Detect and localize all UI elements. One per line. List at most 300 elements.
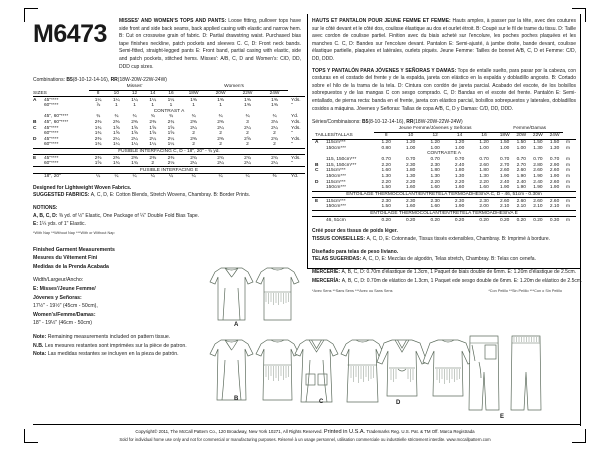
yardage-rows-imperial [33,97,305,180]
yardage-unit: m [566,162,570,168]
yardage-cell: 1.80 [454,168,465,174]
yardage-cell: 2.60 [500,198,510,204]
yardage-unit: m [566,168,570,174]
fgm-title-es: Medidas de la Prenda Acabada [33,263,109,270]
combinations-label: Combinations: [33,77,67,84]
footer-copyright-line [0,428,610,437]
notions-label-fr: MERCERIE: [312,269,342,276]
yardage-cell: 2⅜ [190,120,197,126]
yardage-row-label: 45", 60"**** [44,114,69,120]
yardage-unit: m [566,173,570,179]
yardage-cell: 2¾ [217,155,224,161]
yardage-cell: 1.90 [549,173,560,179]
view-label-c: C [319,399,324,405]
yardage-cell: 1 [151,103,155,109]
yardage-cell: 1¾ [94,125,102,131]
view-label-d: D [396,400,401,406]
yardage-cell: 1.30 [430,173,440,179]
yardage-cell: 3 [246,120,249,126]
fgm-misses-value: 17½" - 19½" (45cm - 50cm), [33,303,98,310]
yardage-unit: " [291,142,293,148]
yardage-cell: 2 [246,142,249,148]
notions-line1: ⅜ yd. of ½" Elastic, One Package of ¼" Double Fold Bias Tape. [58,212,200,219]
yardage-cell: 2⅜ [149,155,157,161]
yardage-cell: 2 [219,142,222,148]
description-english-title: MISSES' AND WOMEN'S TOPS AND PANTS: [119,18,227,24]
yardage-cell: 1⅝ [167,131,175,137]
yardage-cell: 2.30 [479,198,489,204]
size-col: 16 [472,132,497,139]
size-col: 14 [144,90,162,97]
yardage-row-label: 150cm*** [326,173,346,179]
description-french-title: HAUTS ET PANTALON POUR JEUNE FEMME ET FEMME: [312,18,451,24]
group-misses-label-metric: Jeune Femme/Jóvenes y Señoras [374,126,496,132]
yardage-unit: m [566,204,570,210]
footer-printed: Printed in U.S.A. [323,429,366,435]
combination-b5: B5 [66,77,73,84]
yardage-cell: 1.00 [479,145,489,151]
combinations-line-english [33,77,305,83]
right-margin-rule [580,14,581,426]
yardage-cell: 2 [151,161,155,167]
yardage-cell: 0.70 [454,156,465,162]
yardage-rows-metric [312,139,576,223]
yardage-cell: 1.90 [454,204,465,210]
yardage-cell: ¾ [218,114,223,120]
size-col: 8 [89,90,107,97]
footer-copyright: Copyright© 2011, The McCall Pattern Co., 120 Broadway, New York 10271, All Rights Reserved. [135,429,324,434]
view-label-e: E [500,414,505,420]
yardage-cell: 2⅜ [112,120,120,126]
yardage-cell: 2.20 [430,179,440,185]
yardage-cell: 2 [192,142,195,148]
yardage-cell: 1⅜ [271,97,278,103]
yardage-cell: ¾ [114,114,119,120]
yardage-unit: Yd. [291,174,299,180]
yardage-row-label: 150cm*** [326,145,346,151]
description-spanish [312,68,576,114]
yardage-cell: 2.10 [516,204,526,210]
size-col: 18W [180,90,207,97]
yardage-cell: 2.90 [549,162,560,168]
notions-body-fr: A, B, C, D: 0.70m d'élastique de 1.3cm, 1 Paquet de biais double de 6mm. E: 1.20m d'élastique de 2.5cm. [341,269,576,276]
size-col: 24W [261,90,288,97]
yardage-cell: 2 [273,142,276,148]
yardage-cell: 2.30 [406,198,416,204]
yardage-cell: 2⅛ [167,161,175,167]
footer [0,428,610,444]
yardage-cell: ¾ [168,114,173,120]
fgm-misses-label2: Jóvenes y Señoras: [33,294,82,301]
yardage-unit: Yds. [291,97,301,103]
yardage-row-label: 115, 150cm*** [326,156,357,162]
yardage-cell: 2 [273,131,276,137]
fgm-title-en: Finished Garment Measurements [33,246,115,253]
yardage-cell: 0.70 [533,156,543,162]
yardage-cell: 1⅝ [112,131,120,137]
yardage-section-row [33,148,305,155]
yardage-cell: 1⅝ [167,125,175,131]
group-womens-label: Women's [180,84,288,90]
yardage-table-imperial [33,84,305,180]
yardage-cell: 1¼ [94,97,102,103]
yardage-cell: 2.30 [406,162,416,168]
yardage-cell: 2.40 [454,162,465,168]
crop-mark-top-left-v [24,8,25,22]
description-french [312,18,576,64]
nap-legend-row [312,289,562,294]
notions-french [312,269,584,277]
fgm-note-fr-body: Les mesures restantes sont imprimées sur la pièce de patron. [43,342,187,349]
yardage-cell: 1¼ [112,97,120,103]
size-col: 10 [398,132,422,139]
yardage-cell: 2.40 [516,179,526,185]
description-english-body: Loose fitting, pullover tops have side front and side back seams, back applied casing with elastic and narrow hem. B: Cut on crosswise grain of fabric. D: Partial drawstring waist. Purchased bias tape finishes neckline, patch pockets and sleeves C. C, D: Front neck bands. Semi-fitted, straight-legged pants E: Front band, partial casing with elastic, side and patch pockets, stitched hems. Misses': A/B, C, D and Women's: C/D, DD, DDD cup sizes. [119,18,301,70]
fgm-note-en [33,333,193,342]
group-womens-label-metric: Femme/Damas [496,126,563,132]
yardage-cell: 2.60 [549,179,560,185]
illustration-view-d [375,332,480,412]
yardage-unit: m [566,139,570,145]
yardage-row-label: 60"**** [44,103,59,109]
yardage-cell: 0.70 [500,156,510,162]
yardage-cell: 1.30 [381,173,391,179]
notions-spanish [312,278,584,286]
yardage-cell: ¾ [150,114,155,120]
yardage-cell: 2.60 [500,168,510,174]
yardage-section-label: FUSIBLE INTERFACING C, D - 18", 20" - ¾ yd. [33,148,305,155]
yardage-size-header-row [33,90,305,97]
yardage-cell: 2.20 [406,179,416,185]
yardage-row-label: 18", 20" [44,174,61,180]
view-label-a: A [234,322,239,328]
yardage-row-label: C 45"**** [33,125,59,131]
fabrics-spanish [312,249,584,265]
yardage-section-row [312,191,576,198]
yardage-cell: 1⅜ [217,97,224,103]
yardage-row-label: 150cm*** [326,185,346,191]
yardage-unit: m [566,156,570,162]
yardage-cell: 2¼ [244,125,251,131]
combinations-label-fr: Séries/Combinaisons: [312,119,363,126]
yardage-cell: 1¼ [149,142,157,148]
nap-legend-french: *Avec Sens **Sans Sens ***Avec ou Sans Sens [312,288,393,293]
yardage-row-label: D 115cm*** [315,179,346,185]
yardage-cell: 2.70 [500,162,510,168]
yardage-cell: 2.20 [381,162,391,168]
yardage-cell: 0.20 [516,217,526,223]
yardage-cell: 1¼ [112,142,120,148]
yardage-row-label: A 45"**** [33,97,59,103]
yardage-cell: 2.60 [533,198,543,204]
suggested-fabrics-body-es: A, C, D, E: Mezclas de algodón, Telas stretch, Chambray. B: Telas con cenefa. [362,256,536,263]
suggested-fabrics-label-es: TELAS SUGERIDAS: [312,256,363,263]
yardage-cell: 1.30 [479,173,489,179]
combinations-line-metric [312,119,576,125]
yardage-cell: 1.90 [533,185,543,191]
yardage-unit: Yds. [291,155,301,161]
fgm-note-en-label: Note: [33,333,47,340]
suggested-fabrics-label-fr: TISSUS CONSEILLES: [312,235,367,242]
yardage-cell: 2.60 [479,162,489,168]
yardage-cell: 2⅜ [94,155,102,161]
yardage-unit: Yds. [291,136,301,142]
yardage-cell: 1 [114,103,118,109]
yardage-row-label: D 45"**** [33,136,59,142]
yardage-cell: 1.30 [533,145,543,151]
yardage-cell: 1.90 [549,185,560,191]
yardage-cell: 1.60 [381,168,391,174]
yardage-cell: ¼ [114,174,119,180]
yardage-cell: 2.80 [533,162,543,168]
yardage-cell: 1.50 [533,139,543,145]
yardage-cell: 1.50 [549,139,560,145]
yardage-cell: 1¾ [131,161,138,167]
yardage-cell: 1.00 [516,145,526,151]
yardage-cell: 1.00 [454,145,465,151]
nap-legend-english: *With Nap **Without Nap ***With or Without Nap [33,231,115,236]
suggested-fabrics-body-en: A, C, D, E: Cotton Blends, Stretch Wovens, Chambray. B: Border Prints. [90,192,251,199]
yardage-cell: 1¼ [149,97,157,103]
yardage-section-label: ENTOILAGE THERMOCOLLANT/ENTRETELA TERMOADHESIVA E [312,210,576,217]
crop-mark-top-right-h [572,8,586,9]
size-col: 22W [530,132,547,139]
size-col: 20W [513,132,530,139]
crop-mark-top-left-h [24,8,38,9]
yardage-cell: 2¼ [271,161,278,167]
fgm-womens-value: 18" - 19½" (46cm - 50cm) [33,320,93,327]
footer-trademark: Trademarks Reg. U.S. Pat. & TM Off. Marca Registrada [365,429,475,434]
yardage-cell: 0.20 [381,217,391,223]
combination-rr-sizes-fr: (18W-20W-22W-24W) [413,119,463,126]
yardage-cell: 2¼ [149,136,157,142]
yardage-unit: m [566,217,570,223]
notions-label-es: MERCERÍA: [312,277,342,284]
fabrics-french [312,228,584,244]
yardage-cell: 2⅜ [149,120,157,126]
yardage-cell: 1 [192,103,195,109]
yardage-cell: 1.20 [381,139,391,145]
yardage-cell: 2⅜ [217,136,224,142]
illustration-view-e [466,332,546,417]
yardage-cell: 2⅜ [131,120,138,126]
notions-line2-label: E: [33,220,40,227]
yardage-unit: Yd. [291,114,299,120]
fgm-width-label: Width/Largeur/Ancho: [33,277,84,284]
size-col: 12 [125,90,143,97]
yardage-cell: 0.20 [454,217,465,223]
yardage-cell: ¼ [218,174,223,180]
yardage-row-label: 60"**** [44,161,59,167]
yardage-cell: 1.60 [406,204,416,210]
yardage-cell: ¼ [168,174,173,180]
yardage-cell: 2.10 [500,204,510,210]
fgm-note-es [33,350,193,359]
yardage-cell: 2 [192,131,195,137]
yardage-cell: 2¾ [271,155,278,161]
yardage-cell: ¼ [245,174,250,180]
fgm-note-es-body: Las medidas restantes se incluyen en la pieza de patrón. [46,351,179,358]
yardage-cell: 2.40 [500,179,510,185]
yardage-cell: 2⅜ [94,136,102,142]
yardage-cell: ¾ [132,114,137,120]
designed-for-french: Créé pour des tissus de poids léger. [312,228,398,235]
yardage-cell: 1.50 [381,204,391,210]
yardage-row [312,217,576,223]
yardage-cell: 1⅝ [112,125,120,131]
yardage-cell: 0.20 [500,217,510,223]
yardage-cell: ⅞ [96,103,101,109]
notions-english [33,205,305,228]
yardage-cell: ¼ [96,174,101,180]
fgm-note-es-label: Nota: [33,351,47,358]
yardage-cell: 2.30 [381,198,391,204]
yardage-cell: 2⅜ [217,120,224,126]
yardage-cell: 1.60 [430,185,440,191]
yardage-section-row [33,167,305,174]
yardage-cell: 1.80 [430,168,440,174]
yardage-table-metric [312,126,576,223]
yardage-row-label: 60"**** [44,131,59,137]
yardage-cell: 1¾ [112,161,120,167]
yardage-cell: 2¾ [190,155,197,161]
size-col: 8 [374,132,398,139]
yardage-unit: Yds. [291,120,301,126]
yardage-unit: " [291,103,293,109]
yardage-cell: 2¼ [190,161,197,167]
yardage-cell: 2.40 [533,179,543,185]
yardage-cell: 0.70 [549,156,560,162]
yardage-cell: 1⅜ [244,103,251,109]
yardage-cell: 2¼ [217,125,224,131]
yardage-cell: 1 [133,103,136,109]
yardage-cell: 2 [219,131,222,137]
yardage-cell: 2¾ [167,120,175,126]
footer-usage-line: Sold for individual home use only and not for commercial or manufacturing purposes. Réservé à un usage personnel, utilisation commerciale ou industrielle strictement interdite. www.mccallpattern.com [119,436,491,442]
yardage-unit: Yds. [291,125,301,131]
yardage-cell: 2¼ [190,125,197,131]
yardage-cell: ¾ [191,114,196,120]
column-divider [307,14,308,269]
yardage-cell: 1.30 [454,173,465,179]
yardage-cell: ¼ [150,174,155,180]
yardage-cell: ¾ [96,114,101,120]
yardage-cell: 0.20 [430,217,440,223]
yardage-cell: 2¼ [112,136,120,142]
yardage-cell: ¼ [191,174,196,180]
yardage-cell: 1 [169,103,173,109]
fgm-womens-label: Women's/Femme/Damas: [33,311,96,318]
size-col: 20W [207,90,234,97]
yardage-cell: 2.60 [549,168,560,174]
notions-title-en: NOTIONS: [33,205,58,212]
yardage-unit: m [566,179,570,185]
size-col: 14 [447,132,471,139]
yardage-row-label: E 45"**** [33,155,59,161]
yardage-cell: 1.80 [479,168,489,174]
crop-mark-top-right-v [585,8,586,22]
yardage-cell: 2.20 [479,179,489,185]
yardage-cell: 2.60 [516,168,526,174]
fabrics-english [33,185,305,201]
fgm-note-fr [33,342,193,351]
yardage-cell: 1.60 [430,204,440,210]
yardage-cell: 2¼ [271,125,278,131]
yardage-cell: 1.90 [533,173,543,179]
yardage-cell: 2⅜ [94,120,102,126]
yardage-cell: 2.20 [381,179,391,185]
designed-for-english: Designed for Lightweight Woven Fabrics. [33,184,132,191]
yardage-cell: 2.60 [533,168,543,174]
yardage-cell: 2.10 [549,204,560,210]
suggested-fabrics-label-en: SUGGESTED FABRICS: [33,192,91,199]
yardage-cell: 1¾ [94,131,102,137]
yardage-unit: " [291,131,293,137]
yardage-cell: 1.20 [430,139,440,145]
size-col: 16 [162,90,180,97]
yardage-cell: 0.70 [406,156,416,162]
description-spanish-title: TOPS Y PANTALÓN PARA JÓVENES Y SEÑORAS Y DAMAS: [312,67,457,74]
size-col: 24W [546,132,563,139]
yardage-cell: 0.80 [381,145,391,151]
yardage-cell: 1⅜ [244,97,251,103]
yardage-cell: ¾ [272,114,277,120]
size-col: 12 [423,132,447,139]
description-french-body: Hauts amples, à passer par la tête, avec des coutures sur le côté devant et le côté dos, coulisse élastique au dos et ourlet étroit. B: Coupé sur le fil de trame du tissu. D: Taille avec cordon de coulisse partiel. Finition avec du biais acheté sur l'encolure, les poches poches plaquées et les manches C. C, D: Bandes sur l'encolure devant. Pantalon E: Semi-ajusté, à jambe droite, bande devant, coulisse élastique partielle, plaquées et latérales, ourlets piqués. Jeune Femme: Tailles de bonnet A/B, C, D et Femme: C/D, DD, DDD. [312,18,576,62]
yardage-cell: 1.90 [500,185,510,191]
yardage-cell: 1⅜ [271,103,278,109]
yardage-cell: 2.70 [516,162,526,168]
yardage-unit: m [566,198,570,204]
fgm-title-fr: Mesures du Vêtement Fini [33,255,98,262]
yardage-cell: 0.20 [479,217,489,223]
yardage-cell: 2⅝ [244,136,251,142]
yardage-cell: 1.00 [500,145,510,151]
yardage-cell: 2.00 [479,204,489,210]
fgm-note-en-body: Remaining measurements included on pattern tissue. [46,333,171,340]
view-d-svg [375,332,480,412]
size-col: 22W [234,90,261,97]
view-label-b: B [234,396,239,402]
nap-legend-spanish: *Con Pelillo **Sin Pelillo ***Con o Sin Pelillo [488,288,562,293]
combination-rr-fr: RR [406,119,414,126]
yardage-cell: 1.90 [516,173,526,179]
combination-b5-sizes-fr: (8-10-12-14-16), [368,119,407,126]
yardage-cell: 1.80 [406,168,416,174]
yardage-section-label: ENTOILAGE THERMOCOLLANT/ENTRETELA TERMOADHESIVA C, D - 46, 51cm - 0.30m [312,191,576,198]
yardage-cell: 1¼ [131,142,138,148]
yardage-cell: 1¾ [94,142,102,148]
yardage-cell: 2⅜ [131,155,138,161]
view-a-svg [205,258,305,328]
group-misses-label: Misses' [89,84,180,90]
fgm-note-fr-label: N.B. [33,342,44,349]
yardage-cell: 0.70 [516,156,526,162]
pattern-number: M6473 [33,20,107,48]
combination-b5-fr: B5 [362,119,369,126]
yardage-cell: 1¼ [131,97,138,103]
yardage-row [33,174,305,180]
yardage-cell: 1.90 [516,185,526,191]
yardage-unit: m [566,145,570,151]
yardage-cell: 2.30 [454,198,465,204]
yardage-row-label: A 115cm*** [315,139,346,145]
fgm-misses-label: E: Misses'/Jeune Femme/ [33,286,96,293]
yardage-cell: 2⅜ [112,155,120,161]
yardage-cell: 2⅜ [190,136,197,142]
yardage-cell: 1⅝ [131,125,138,131]
yardage-cell: 1.30 [549,145,560,151]
